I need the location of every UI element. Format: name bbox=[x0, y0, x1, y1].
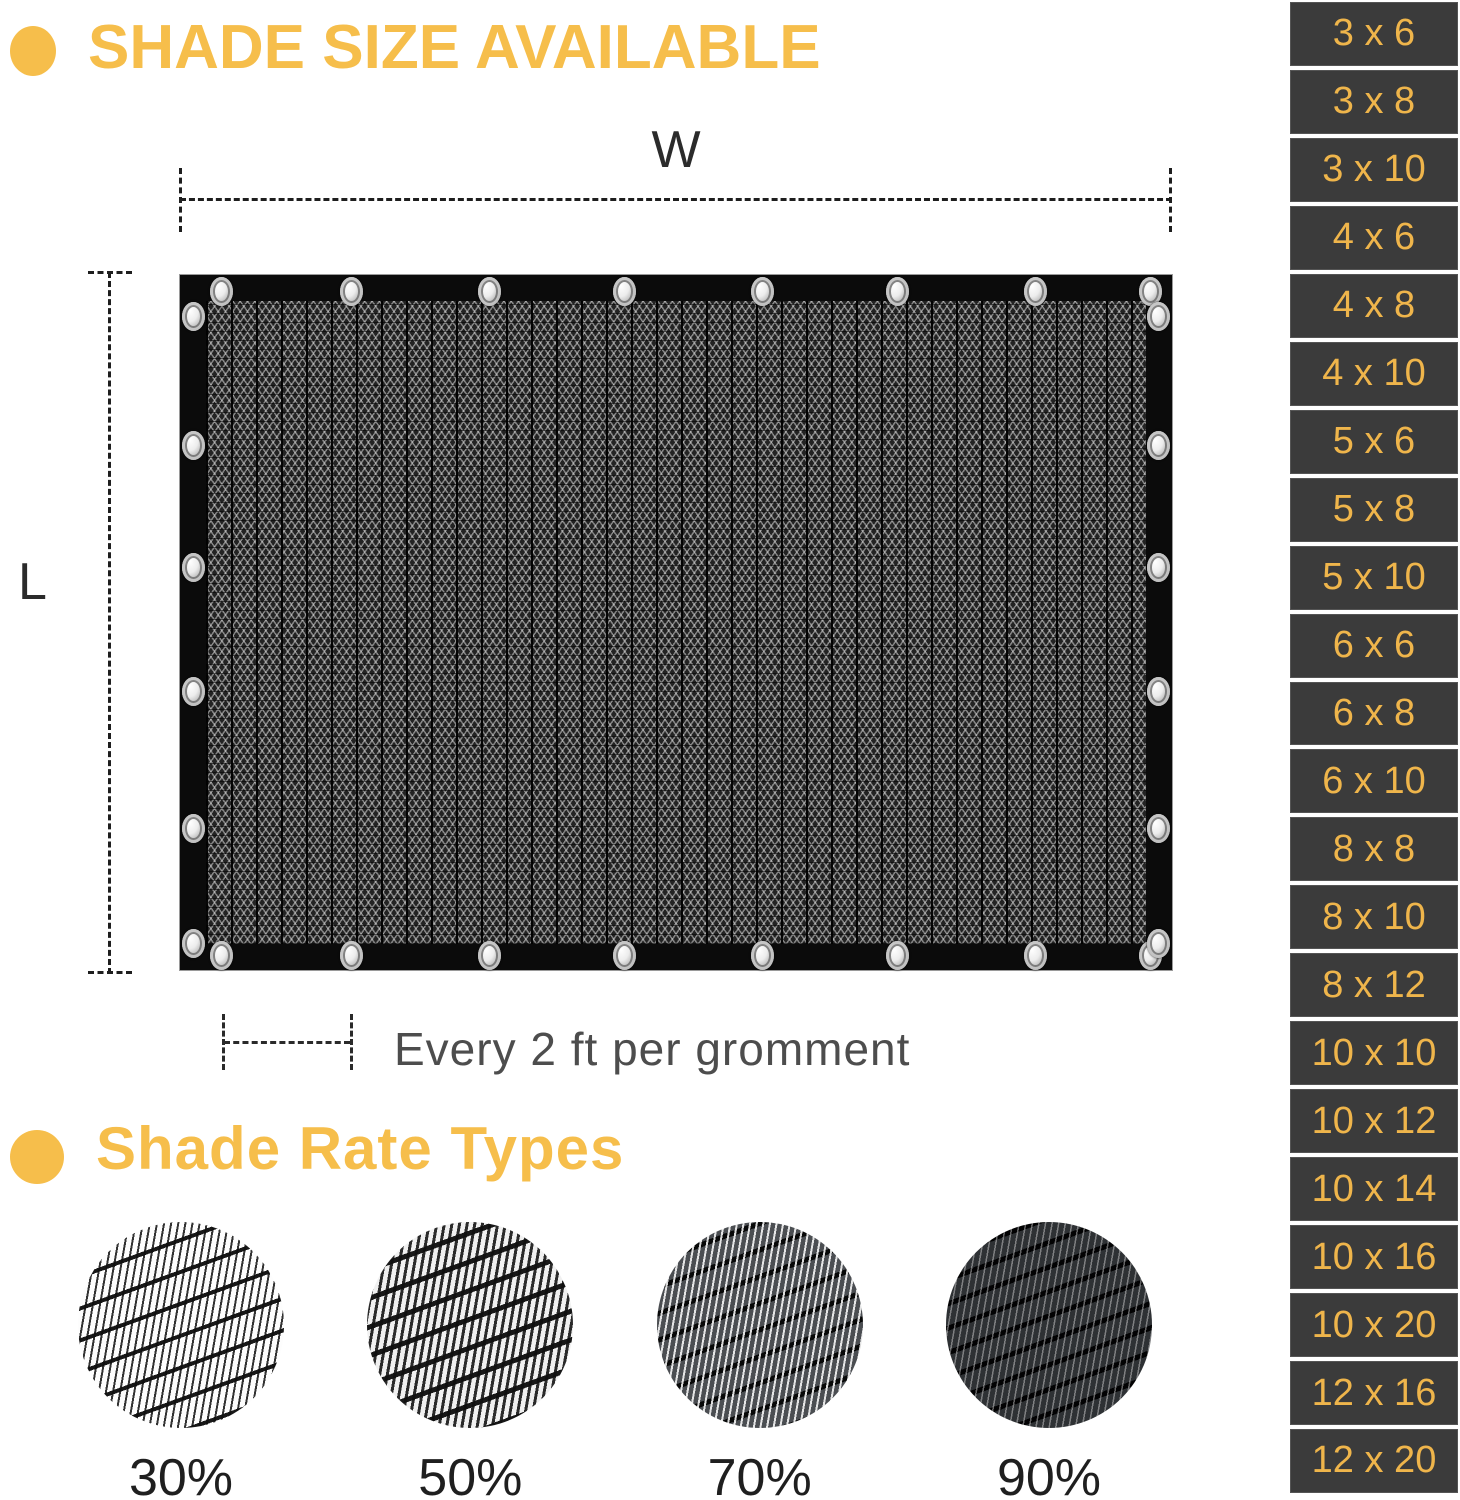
length-dimension-label: L bbox=[18, 553, 47, 611]
size-option: 12 x 16 bbox=[1290, 1361, 1458, 1425]
grommet-spacing-line bbox=[224, 1041, 350, 1044]
grommet-icon bbox=[1024, 277, 1047, 306]
size-option: 3 x 8 bbox=[1290, 70, 1458, 134]
length-dimension-tick-top bbox=[88, 271, 132, 274]
grommet-icon bbox=[210, 941, 233, 970]
shade-net-panel bbox=[180, 275, 1172, 970]
size-options-column bbox=[1290, 0, 1458, 1500]
size-option: 5 x 10 bbox=[1290, 546, 1458, 610]
grommet-spacing-tick-right bbox=[350, 1014, 353, 1070]
grommet-icon bbox=[613, 941, 636, 970]
section-title-shade-rate: Shade Rate Types bbox=[96, 1115, 625, 1182]
grommet-icon bbox=[1147, 814, 1170, 843]
grommet-icon bbox=[1024, 941, 1047, 970]
size-option: 10 x 14 bbox=[1290, 1157, 1458, 1221]
grommet-icon bbox=[886, 941, 909, 970]
size-option: 10 x 16 bbox=[1290, 1225, 1458, 1289]
grommet-icon bbox=[182, 302, 205, 331]
grommet-icon bbox=[613, 277, 636, 306]
mesh-swatch-30 bbox=[78, 1222, 284, 1428]
grommet-icon bbox=[1147, 431, 1170, 460]
size-option: 4 x 10 bbox=[1290, 342, 1458, 406]
size-option: 6 x 8 bbox=[1290, 682, 1458, 746]
size-option: 5 x 6 bbox=[1290, 410, 1458, 474]
grommet-icon bbox=[182, 677, 205, 706]
width-dimension-tick-left bbox=[179, 168, 182, 232]
size-option: 3 x 6 bbox=[1290, 2, 1458, 66]
grommet-icon bbox=[182, 553, 205, 582]
width-dimension-line bbox=[180, 198, 1172, 201]
shade-rate-swatches bbox=[75, 1222, 1155, 1500]
grommet-icon bbox=[210, 277, 233, 306]
grommet-icon bbox=[182, 431, 205, 460]
mesh-swatch-50 bbox=[367, 1222, 573, 1428]
grommet-icon bbox=[340, 277, 363, 306]
length-dimension-tick-bottom bbox=[88, 971, 132, 974]
size-option: 8 x 8 bbox=[1290, 817, 1458, 881]
size-option: 10 x 12 bbox=[1290, 1089, 1458, 1153]
mesh-swatch-90 bbox=[946, 1222, 1152, 1428]
grommet-icon bbox=[751, 277, 774, 306]
grommet-icon bbox=[1147, 677, 1170, 706]
shade-rate-item bbox=[654, 1222, 866, 1500]
grommet-spacing-note: Every 2 ft per gromment bbox=[394, 1023, 911, 1075]
grommet-icon bbox=[751, 941, 774, 970]
size-option: 5 x 8 bbox=[1290, 478, 1458, 542]
grommet-icon bbox=[478, 277, 501, 306]
length-dimension-line bbox=[108, 272, 111, 974]
shade-rate-label: 90% bbox=[996, 1449, 1102, 1500]
size-option: 10 x 20 bbox=[1290, 1293, 1458, 1357]
shade-rate-label: 30% bbox=[128, 1449, 234, 1500]
size-option: 8 x 10 bbox=[1290, 885, 1458, 949]
size-option: 8 x 12 bbox=[1290, 953, 1458, 1017]
bullet-dot-icon bbox=[10, 26, 56, 76]
shade-rate-item bbox=[75, 1222, 287, 1500]
shade-rate-label: 50% bbox=[418, 1449, 523, 1500]
size-option: 6 x 6 bbox=[1290, 614, 1458, 678]
grommet-icon bbox=[182, 814, 205, 843]
section-title-shade-size: SHADE SIZE AVAILABLE bbox=[88, 13, 821, 82]
width-dimension-label: W bbox=[651, 121, 701, 179]
size-option: 4 x 8 bbox=[1290, 274, 1458, 338]
bullet-dot-icon bbox=[10, 1130, 64, 1184]
grommet-icon bbox=[478, 941, 501, 970]
size-option: 4 x 6 bbox=[1290, 206, 1458, 270]
grommet-icon bbox=[1147, 929, 1170, 958]
grommet-icon bbox=[1147, 302, 1170, 331]
grommet-icon bbox=[182, 929, 205, 958]
size-option: 3 x 10 bbox=[1290, 138, 1458, 202]
shade-rate-item bbox=[943, 1222, 1155, 1500]
grommet-icon bbox=[886, 277, 909, 306]
width-dimension-tick-right bbox=[1169, 168, 1172, 232]
mesh-swatch-70 bbox=[657, 1222, 863, 1428]
size-option: 6 x 10 bbox=[1290, 749, 1458, 813]
grommet-icon bbox=[1147, 553, 1170, 582]
shade-net-mesh-texture bbox=[206, 301, 1146, 944]
shade-rate-item bbox=[364, 1222, 576, 1500]
grommet-icon bbox=[340, 941, 363, 970]
shade-rate-label: 70% bbox=[707, 1449, 812, 1500]
size-option: 10 x 10 bbox=[1290, 1021, 1458, 1085]
size-option: 12 x 20 bbox=[1290, 1429, 1458, 1493]
